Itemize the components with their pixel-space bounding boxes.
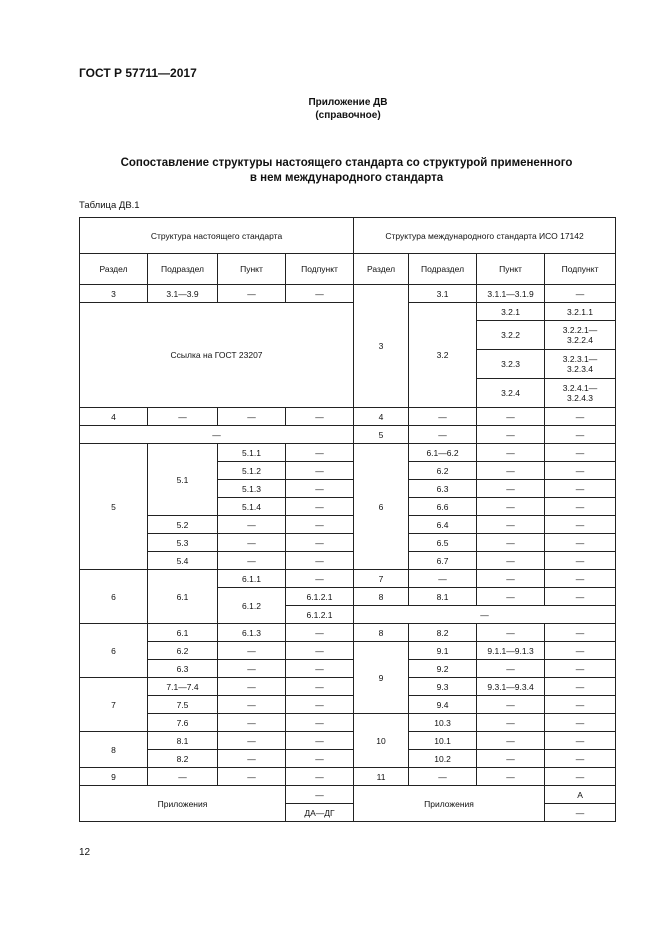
table-cell: — bbox=[409, 426, 477, 444]
table-cell: 6 bbox=[354, 444, 409, 570]
table-row bbox=[80, 444, 616, 462]
table-cell: 6.4 bbox=[409, 516, 477, 534]
table-cell: 8 bbox=[354, 588, 409, 606]
table-cell: — bbox=[409, 570, 477, 588]
table-caption: Таблица ДВ.1 bbox=[79, 200, 140, 211]
gost-reference-cell: Ссылка на ГОСТ 23207 bbox=[80, 303, 354, 408]
table-cell: 7.1—7.4 bbox=[148, 678, 218, 696]
table-cell: 6.2 bbox=[148, 642, 218, 660]
table-cell: — bbox=[545, 804, 616, 822]
annex-heading bbox=[0, 96, 661, 122]
table-cell: 6.1 bbox=[148, 624, 218, 642]
table-cell: 6.6 bbox=[409, 498, 477, 516]
table-cell: — bbox=[545, 732, 616, 750]
table-row bbox=[80, 714, 616, 732]
appendices-label-iso: Приложения bbox=[354, 786, 545, 822]
table-row bbox=[80, 570, 616, 588]
table-row bbox=[80, 624, 616, 642]
table-cell: — bbox=[477, 462, 545, 480]
table-cell: 6.1.2 bbox=[218, 588, 286, 624]
table-cell: — bbox=[477, 426, 545, 444]
table-cell: — bbox=[218, 285, 286, 303]
table-cell: 5.3 bbox=[148, 534, 218, 552]
table-cell: — bbox=[286, 642, 354, 660]
table-cell: 9.4 bbox=[409, 696, 477, 714]
table-cell: — bbox=[477, 732, 545, 750]
table-cell: 5 bbox=[354, 426, 409, 444]
table-cell: 8.1 bbox=[148, 732, 218, 750]
table-cell: 9.3.1—9.3.4 bbox=[477, 678, 545, 696]
col-header-razdel: Раздел bbox=[80, 254, 148, 285]
annex-title: Приложение ДВ bbox=[308, 97, 388, 108]
table-cell: — bbox=[545, 498, 616, 516]
table-cell: 4 bbox=[354, 408, 409, 426]
table-cell: — bbox=[218, 696, 286, 714]
table-cell: 6.3 bbox=[409, 480, 477, 498]
table-cell: — bbox=[218, 750, 286, 768]
table-cell: 6.3 bbox=[148, 660, 218, 678]
cell-line: 3.2.3.4 bbox=[567, 364, 594, 374]
section-title bbox=[79, 156, 614, 186]
table-row bbox=[80, 696, 616, 714]
table-row bbox=[80, 678, 616, 696]
table-cell: — bbox=[286, 624, 354, 642]
table-cell: — bbox=[545, 408, 616, 426]
table-cell: — bbox=[545, 570, 616, 588]
table-cell: 9.2 bbox=[409, 660, 477, 678]
table-cell: — bbox=[218, 714, 286, 732]
section-title-line-1: Сопоставление структуры настоящего стандарта со структурой примененного bbox=[120, 157, 573, 169]
table-row bbox=[80, 552, 616, 570]
table-cell: — bbox=[286, 480, 354, 498]
table-cell: — bbox=[409, 408, 477, 426]
table-cell: — bbox=[477, 516, 545, 534]
table-cell: — bbox=[286, 750, 354, 768]
table-cell: — bbox=[545, 462, 616, 480]
page-number: 12 bbox=[79, 847, 91, 858]
table-cell: — bbox=[286, 534, 354, 552]
table-cell: 9 bbox=[354, 642, 409, 714]
table-cell: — bbox=[477, 534, 545, 552]
col-header-podrazdel-iso: Подраздел bbox=[409, 254, 477, 285]
table-cell: 5.1.4 bbox=[218, 498, 286, 516]
cell-line: 3.2.4.3 bbox=[567, 393, 594, 403]
table-cell: — bbox=[218, 678, 286, 696]
table-cell: 3.2.4 bbox=[477, 379, 545, 408]
table-cell: 6.1.2.1 bbox=[286, 606, 354, 624]
section-title-line-2: в нем международного стандарта bbox=[249, 172, 444, 184]
table-cell: — bbox=[545, 444, 616, 462]
table-cell: — bbox=[354, 606, 616, 624]
table-cell: — bbox=[286, 768, 354, 786]
table-cell: — bbox=[545, 660, 616, 678]
table-row bbox=[80, 660, 616, 678]
table-cell: — bbox=[286, 498, 354, 516]
table-cell: ДА—ДГ bbox=[286, 804, 354, 822]
table-cell: — bbox=[409, 768, 477, 786]
table-cell: 9 bbox=[80, 768, 148, 786]
table-cell: А bbox=[545, 786, 616, 804]
table-cell: 7.5 bbox=[148, 696, 218, 714]
table-cell: 10.3 bbox=[409, 714, 477, 732]
table-cell: — bbox=[148, 408, 218, 426]
table-cell: — bbox=[545, 642, 616, 660]
table-cell: 5.1 bbox=[148, 444, 218, 516]
table-cell: — bbox=[286, 516, 354, 534]
table-cell: 8 bbox=[354, 624, 409, 642]
table-cell: — bbox=[286, 696, 354, 714]
table-cell: 9.3 bbox=[409, 678, 477, 696]
cell-line: 3.2.2.1— bbox=[562, 325, 598, 335]
table-cell: — bbox=[286, 678, 354, 696]
table-cell: 6 bbox=[80, 570, 148, 624]
table-cell: — bbox=[545, 285, 616, 303]
table-cell: 3.1 bbox=[409, 285, 477, 303]
table-cell: 6.5 bbox=[409, 534, 477, 552]
table-cell: 9.1 bbox=[409, 642, 477, 660]
table-cell: 3.1.1—3.1.9 bbox=[477, 285, 545, 303]
table-cell: — bbox=[286, 786, 354, 804]
table-cell: 7 bbox=[80, 678, 148, 732]
table-cell: — bbox=[545, 588, 616, 606]
col-header-podpunkt: Подпункт bbox=[286, 254, 354, 285]
table-cell: 11 bbox=[354, 768, 409, 786]
table-cell: 6 bbox=[80, 624, 148, 678]
table-cell: 9.1.1—9.1.3 bbox=[477, 642, 545, 660]
table-cell: 3.2.3 bbox=[477, 350, 545, 379]
annex-subtitle: (справочное) bbox=[315, 110, 381, 121]
table-cell: 10 bbox=[354, 714, 409, 768]
table-cell: — bbox=[477, 750, 545, 768]
table-cell: — bbox=[545, 750, 616, 768]
table-cell: 5.1.1 bbox=[218, 444, 286, 462]
table-cell: 5.1.3 bbox=[218, 480, 286, 498]
table-cell: — bbox=[545, 678, 616, 696]
table-cell: — bbox=[218, 642, 286, 660]
table-cell: — bbox=[477, 552, 545, 570]
table-cell: 6.7 bbox=[409, 552, 477, 570]
table-cell: — bbox=[477, 714, 545, 732]
table-cell: — bbox=[286, 732, 354, 750]
table-cell: 8.2 bbox=[409, 624, 477, 642]
col-header-podrazdel: Подраздел bbox=[148, 254, 218, 285]
table-row bbox=[80, 285, 616, 303]
table-cell: — bbox=[545, 534, 616, 552]
table-cell: 5.4 bbox=[148, 552, 218, 570]
table-cell: — bbox=[218, 516, 286, 534]
table-cell: — bbox=[477, 696, 545, 714]
table-cell: 6.1 bbox=[148, 570, 218, 624]
col-header-razdel-iso: Раздел bbox=[354, 254, 409, 285]
table-row bbox=[80, 768, 616, 786]
table-cell: — bbox=[545, 480, 616, 498]
table-cell: 6.1.2.1 bbox=[286, 588, 354, 606]
cell-line: 3.2.3.1— bbox=[562, 354, 598, 364]
document-code: ГОСТ Р 57711—2017 bbox=[79, 66, 197, 80]
table-cell: 3 bbox=[354, 285, 409, 408]
table-cell: 3.1—3.9 bbox=[148, 285, 218, 303]
appendices-label: Приложения bbox=[80, 786, 286, 822]
table-cell: — bbox=[218, 552, 286, 570]
table-cell: — bbox=[545, 426, 616, 444]
table-row bbox=[80, 786, 616, 804]
table-cell: 3.2.2 bbox=[477, 321, 545, 350]
table-cell: — bbox=[80, 426, 354, 444]
table-cell: — bbox=[477, 480, 545, 498]
table-cell: — bbox=[477, 570, 545, 588]
table-cell: 8 bbox=[80, 732, 148, 768]
table-cell: — bbox=[545, 516, 616, 534]
table-row bbox=[80, 642, 616, 660]
table-row bbox=[80, 732, 616, 750]
table-cell: — bbox=[477, 588, 545, 606]
cell-line: 3.2.2.4 bbox=[567, 335, 594, 345]
table-row bbox=[80, 303, 616, 321]
table-row bbox=[80, 534, 616, 552]
table-row bbox=[80, 408, 616, 426]
table-cell: — bbox=[545, 714, 616, 732]
table-cell: — bbox=[148, 768, 218, 786]
table-cell: — bbox=[286, 552, 354, 570]
table-cell: 6.1—6.2 bbox=[409, 444, 477, 462]
table-cell: — bbox=[477, 498, 545, 516]
table-cell: 3.2 bbox=[409, 303, 477, 408]
table-cell: — bbox=[286, 462, 354, 480]
table-cell: — bbox=[477, 444, 545, 462]
table-cell bbox=[545, 379, 616, 408]
table-cell: — bbox=[218, 408, 286, 426]
table-cell: — bbox=[286, 408, 354, 426]
table-cell: — bbox=[477, 624, 545, 642]
table-cell: 5.2 bbox=[148, 516, 218, 534]
table-cell: 6.1.1 bbox=[218, 570, 286, 588]
table-cell: — bbox=[286, 660, 354, 678]
table-cell: 5 bbox=[80, 444, 148, 570]
table-cell: — bbox=[218, 732, 286, 750]
table-cell: 5.1.2 bbox=[218, 462, 286, 480]
table-cell: — bbox=[545, 768, 616, 786]
table-cell: 6.2 bbox=[409, 462, 477, 480]
table-cell bbox=[545, 350, 616, 379]
table-cell: — bbox=[286, 570, 354, 588]
table-cell: — bbox=[477, 408, 545, 426]
table-row bbox=[80, 426, 616, 444]
table-row bbox=[80, 750, 616, 768]
table-cell: — bbox=[545, 552, 616, 570]
table-row bbox=[80, 516, 616, 534]
col-header-punkt: Пункт bbox=[218, 254, 286, 285]
cell-line: 3.2.4.1— bbox=[562, 383, 598, 393]
table-cell: 3.2.1.1 bbox=[545, 303, 616, 321]
table-cell: — bbox=[286, 285, 354, 303]
table-cell: — bbox=[218, 534, 286, 552]
table-cell: 7.6 bbox=[148, 714, 218, 732]
table-cell: 6.1.3 bbox=[218, 624, 286, 642]
table-cell: 3 bbox=[80, 285, 148, 303]
table-cell: — bbox=[218, 768, 286, 786]
table-cell: 10.1 bbox=[409, 732, 477, 750]
col-header-punkt-iso: Пункт bbox=[477, 254, 545, 285]
table-cell bbox=[545, 321, 616, 350]
table-cell: 4 bbox=[80, 408, 148, 426]
header-national-structure: Структура настоящего стандарта bbox=[80, 218, 354, 254]
table-cell: — bbox=[286, 714, 354, 732]
comparison-table bbox=[79, 217, 616, 822]
table-cell: 8.2 bbox=[148, 750, 218, 768]
table-cell: — bbox=[477, 660, 545, 678]
table-cell: — bbox=[477, 768, 545, 786]
header-international-structure: Структура международного стандарта ИСО 17142 bbox=[354, 218, 616, 254]
table-cell: — bbox=[545, 624, 616, 642]
table-cell: — bbox=[545, 696, 616, 714]
col-header-podpunkt-iso: Подпункт bbox=[545, 254, 616, 285]
table-cell: — bbox=[218, 660, 286, 678]
table-cell: 3.2.1 bbox=[477, 303, 545, 321]
table-cell: — bbox=[286, 444, 354, 462]
table-cell: 8.1 bbox=[409, 588, 477, 606]
table-cell: 7 bbox=[354, 570, 409, 588]
table-cell: 10.2 bbox=[409, 750, 477, 768]
